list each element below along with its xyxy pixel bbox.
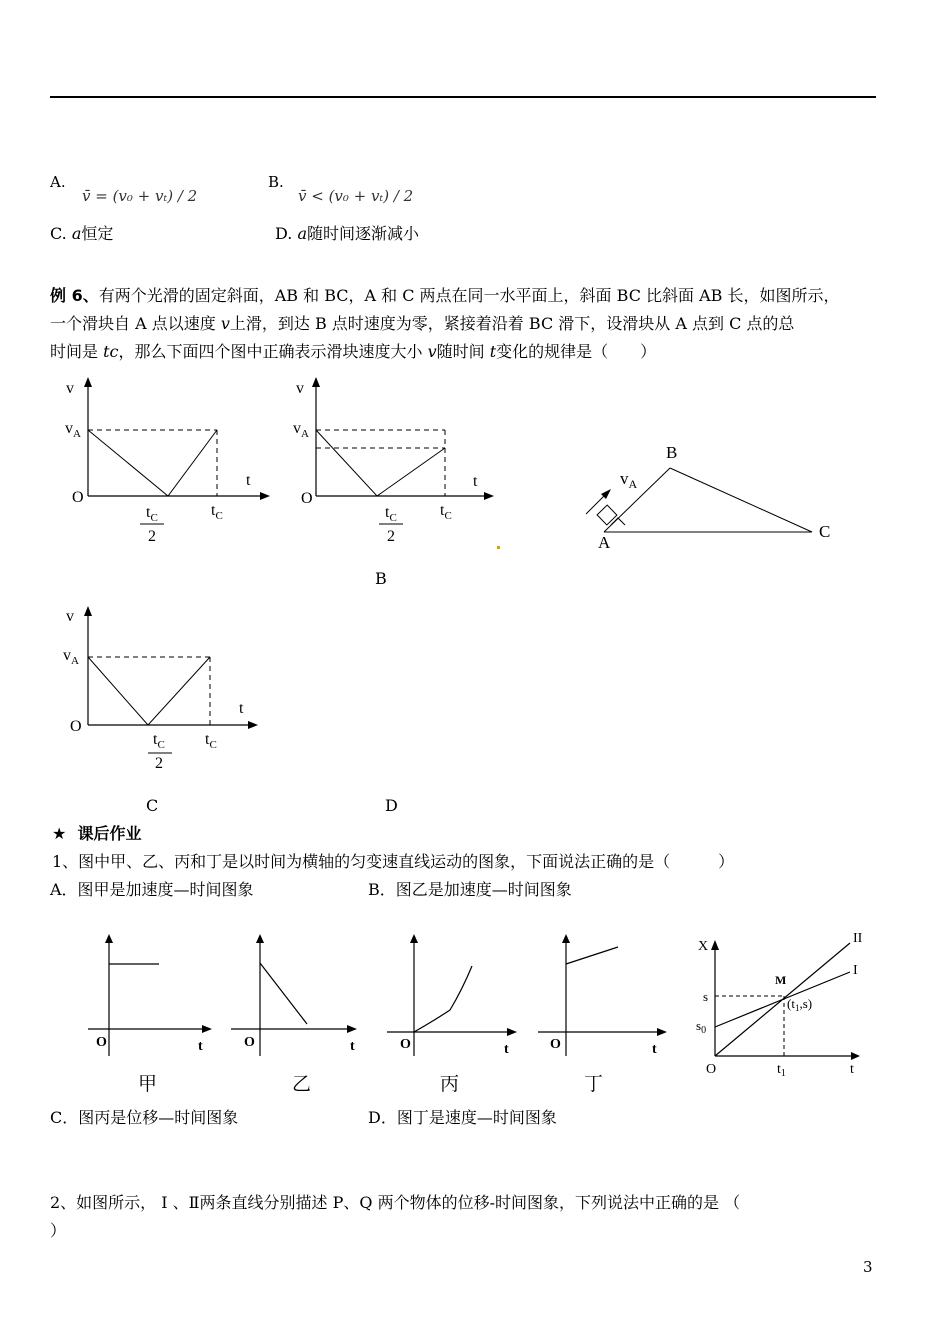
va-arrow-label: $v_A$ <box>620 469 638 491</box>
half-tc-den: 2 <box>148 528 156 545</box>
xt-graph <box>690 930 880 1080</box>
small-graphs <box>80 930 680 1100</box>
graph-d-label: D <box>385 796 398 815</box>
point-c: C <box>819 522 831 541</box>
svg-text:I: I <box>853 963 858 978</box>
q1-option-a: A．图甲是加速度—时间图象 <box>50 880 254 899</box>
svg-text:O: O <box>244 1035 255 1050</box>
point-a: A <box>598 533 611 552</box>
svg-text:II: II <box>853 931 863 946</box>
x-axis-label: t <box>239 700 244 717</box>
q1-option-b: B．图乙是加速度—时间图象 <box>368 880 572 899</box>
homework-q2-line2: ） <box>50 1221 67 1240</box>
half-tc-num: $t_C$ <box>153 731 165 751</box>
half-tc-den: 2 <box>387 528 395 545</box>
graph-b-label: B <box>375 569 387 588</box>
vt-graph-c <box>60 604 280 779</box>
homework-q2-line1: 2、如图所示， Ⅰ 、Ⅱ两条直线分别描述 P、Q 两个物体的位移-时间图象，下列说法中正确的是 （ <box>50 1193 741 1212</box>
svg-text:t1: $t_1$ <box>777 1062 786 1079</box>
svg-text:t: t <box>504 1042 509 1057</box>
example6-line1: 例 6、有两个光滑的固定斜面，AB 和 BC，A 和 C 两点在同一水平面上，斜面 BC 比斜面 AB 长，如图所示， <box>50 286 840 305</box>
origin-label: O <box>301 490 313 507</box>
example6-line3: 时间是 tc，那么下面四个图中正确表示滑块速度大小 v随时间 t变化的规律是（ ） <box>50 342 657 361</box>
origin-label: O <box>72 489 84 506</box>
tc-label: $t_C$ <box>205 731 217 751</box>
homework-heading: ★ 课后作业 <box>52 824 142 843</box>
svg-text:O: O <box>706 1062 717 1077</box>
option-b-label: B. <box>268 173 284 191</box>
va-label: $v_A$ <box>63 647 79 667</box>
svg-text:O: O <box>400 1037 411 1052</box>
svg-text:丙: 丙 <box>440 1074 460 1095</box>
graph-ding <box>538 934 667 1095</box>
option-d: D. a随时间逐渐减小 <box>275 224 419 243</box>
svg-text:丁: 丁 <box>584 1074 604 1095</box>
svg-text:M: M <box>775 973 787 987</box>
origin-label: O <box>70 718 82 735</box>
page-number: 3 <box>863 1258 873 1276</box>
q1-option-c: C．图丙是位移—时间图象 <box>50 1108 239 1127</box>
incline-diagram <box>580 440 840 555</box>
graph-bing <box>387 934 517 1095</box>
svg-text:t: t <box>350 1039 355 1054</box>
option-c: C. a恒定 <box>50 224 114 243</box>
vt-graph-b <box>290 375 510 550</box>
va-label: $v_A$ <box>293 420 309 440</box>
half-tc-num: $t_C$ <box>146 504 158 524</box>
svg-text:t: t <box>850 1062 854 1077</box>
svg-text:甲: 甲 <box>138 1074 158 1095</box>
y-axis-label: v <box>66 380 74 397</box>
svg-text:(t1,s): $(t_1,s)$ <box>787 996 813 1013</box>
q1-option-d: D．图丁是速度—时间图象 <box>368 1108 557 1127</box>
y-axis-label: v <box>66 608 74 625</box>
svg-text:O: O <box>550 1037 561 1052</box>
tc-label: $t_C$ <box>440 502 452 522</box>
option-b-formula: v̄ < (v₀ + vₜ) / 2 <box>298 187 414 205</box>
x-axis-label: t <box>473 473 478 490</box>
point-b: B <box>666 443 678 462</box>
svg-text:X: X <box>698 939 709 954</box>
graph-c-label: C <box>146 796 159 815</box>
y-axis-label: v <box>296 380 304 397</box>
header-rule <box>50 96 876 98</box>
va-label: $v_A$ <box>65 420 81 440</box>
graph-yi <box>231 934 357 1095</box>
svg-text:t: t <box>198 1039 203 1054</box>
x-axis-label: t <box>246 472 251 489</box>
tc-label: $t_C$ <box>211 502 223 522</box>
option-a-label: A. <box>50 173 66 191</box>
svg-text:s: s <box>703 989 709 1004</box>
star-icon: ★ <box>52 824 67 843</box>
graph-jia <box>88 934 212 1095</box>
half-tc-den: 2 <box>155 755 163 772</box>
stray-dot <box>497 546 500 549</box>
example6-line2: 一个滑块自 A 点以速度 v上滑，到达 B 点时速度为零，紧接着沿着 BC 滑下，设滑块从 A 点到 C 点的总 <box>50 314 795 333</box>
option-a-formula: v̄ = (v₀ + vₜ) / 2 <box>82 187 198 205</box>
half-tc-num: $t_C$ <box>385 504 397 524</box>
svg-text:乙: 乙 <box>292 1074 312 1095</box>
svg-text:s0: $s_0$ <box>696 1018 707 1036</box>
svg-text:O: O <box>96 1035 107 1050</box>
homework-q1: 1、图中甲、乙、丙和丁是以时间为横轴的匀变速直线运动的图象，下面说法正确的是（ ） <box>52 852 735 871</box>
vt-graph-a <box>60 375 280 550</box>
svg-text:t: t <box>652 1042 657 1057</box>
